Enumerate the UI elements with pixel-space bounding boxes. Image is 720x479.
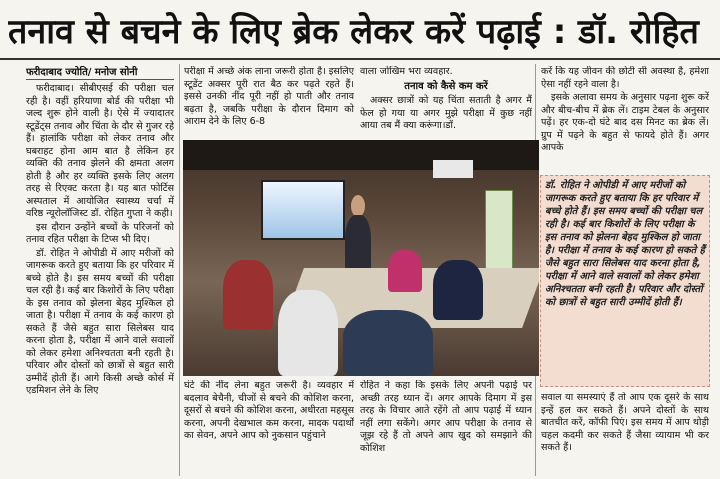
article-column-2-top [184,66,354,138]
byline: फरीदाबाद ज्योति/ मनोज सोनी [26,66,174,80]
ceiling [183,140,539,170]
article-column-4-top [541,66,709,174]
paragraph: घंटे की नींद लेना बहुत जरूरी है। व्यवहार में बदलाव बेचैनी, चीजों से बचने की कोशिश करना, दूसरों से बचने की कोशिश करना, अधीरता महसूस करना, अपनी देखभाल कम करना, मादक पदार्थों का सेवन, अपने आप को नुकसान पहुंचाने [184,380,354,441]
attendee [388,250,422,292]
article-column-2-bottom [184,380,354,476]
projector-screen [261,180,345,240]
headline: तनाव से बचने के लिए ब्रेक लेकर करें पढ़ाई : डॉ. रोहित [8,12,699,52]
paragraph: परीक्षा में अच्छे अंक लाना जरूरी होता है। इसलिए स्टूडेंट अक्सर पूरी रात बैठ कर पढ़ते रहते हैं। इससे उनकी नींद पूरी नहीं हो पाती और तनाव बढ़ता है, जबकि परीक्षा के दौरान दिमाग को आराम देने के लिए 6-8 [184,66,354,127]
paragraph: अक्सर छात्रों को यह चिंता सताती है अगर मैं फेल हो गया या अगर मुझे परीक्षा में कुछ नहीं आया तब मैं क्या करूंगा।डॉ. [360,95,532,131]
column-divider [179,64,180,476]
seminar-photo [183,140,539,376]
paragraph: डॉ. रोहित ने ओपीडी में आए मरीजों को जागरूक करते हुए बताया कि हर परिवार में बच्चे होते है। इस समय बच्चों की परीक्षा चल रही है। कई बार किशोरों के लिए परीक्षा के इस तनाव को झेलना बेहद मुश्किल हो जाता है। परीक्षा में तनाव के कई कारण हो सकते हैं जैसे बहुत सारा सिलेबस याद करना होता है, परीक्षा में आने वाले सवालों को लेकर हमेशा अनिश्चतता बनी रहती है। परिवार और दोस्तों को छात्रों से बहुत सारी उम्मीदें होती हैं। आगे किसी अच्छे कोर्स में एडमिशन लेने के लिए [26,247,174,396]
article-column-3-top [360,66,532,138]
paragraph: वाला जोखिम भरा व्यवहार. [360,66,453,77]
attendee [433,260,483,320]
speaker-head [351,195,365,217]
attendee [343,310,433,376]
paragraph: सवाल या समस्याएं हैं तो आप एक दूसरे के साथ इन्हें हल कर सकते हैं। अपने दोस्तों के साथ बातचीत करें, कॉफी पिएं। इस समय में आप थोड़ी चहल कदमी कर सकते हैं जैसा व्यायाम भी कर सकते हैं। [541,392,709,453]
paragraph: करें कि यह जीवन की छोटी सी अवस्था है, हमेशा ऐसा नहीं रहने वाला है। [541,66,709,90]
attendee [278,290,338,376]
article-column-3-bottom [360,380,532,476]
article-column-1 [26,66,174,476]
paragraph: इसके अलावा समय के अनुसार पढ़ना शुरू करें और बीच-बीच में ब्रेक लें। टाइम टेबल के अनुसार पढ़ें। हर एक-दो घंटे बाद दस मिनट का ब्रेक लें। ग्रुप में पढ़ने के बहुत से फायदे होते हैं। अगर आपके [541,92,709,153]
pull-quote-box: डॉ. रोहित ने ओपीडी में आए मरीजों को जागरूक करते हुए बताया कि हर परिवार में बच्चे होते हैं। इस समय बच्चों की परीक्षा चल रही है। कई बार किशोरों के लिए परीक्षा के इस तनाव को झेलना बेहद मुश्किल हो जाता है। परीक्षा में तनाव के कई कारण हो सकते हैं जैसे बहुत सारा सिलेबस याद करना होता है, परीक्षा में आने वाले सवालों को लेकर हमेशा अनिश्चतता बनी रहती है। परिवार और दोस्तों को छात्रों से बहुत सारी उम्मीदें होती हैं। [540,175,710,387]
subheading: तनाव को कैसे कम करें [404,80,488,92]
article-column-4-bottom [541,392,709,476]
attendee [223,260,273,330]
air-conditioner [433,160,473,178]
paragraph: रोहित ने कहा कि इसके लिए अपनी पढ़ाई पर अच्छी तरह ध्यान दें। अगर आपके दिमाग में इस तरह के विचार आते रहेंगे तो आप पढ़ाई में ध्यान नहीं लगा सकेंगे। अगर आप परीक्षा के तनाव से जूझ रहे हैं तो अपने आप खुद को समझाने की कोशिश [360,380,532,454]
paragraph: इस दौरान उन्होंने बच्चों के परिजनों को तनाव रहित परीक्षा के टिप्स भी दिए। [26,221,174,245]
speaker-body [345,215,371,275]
headline-rule [0,58,720,60]
paragraph: फरीदाबाद। सीबीएसई की परीक्षा चल रही है। वहीं हरियाणा बोर्ड की परीक्षा भी जल्द शुरू होने वाली है। ऐसे में ज्यादातर स्टूडेंट्स तनाव और चिंता के दौर से गुजर रहे हैं। हालांकि परीक्षा को लेकर तनाव और घबराहट होना आम बात है लेकिन हर व्यक्ति की तनाव झेलने की क्षमता अलग होती है और हर व्यक्ति इसके लिए अलग तरह से रिएक्ट करता है। यह बात फोर्टिस अस्पताल में आयोजित स्वास्थ्य चर्चा में वरिष्ठ न्यूरोलॉजिस्ट डॉ. रोहित गुप्ता ने कही। [26,83,174,219]
